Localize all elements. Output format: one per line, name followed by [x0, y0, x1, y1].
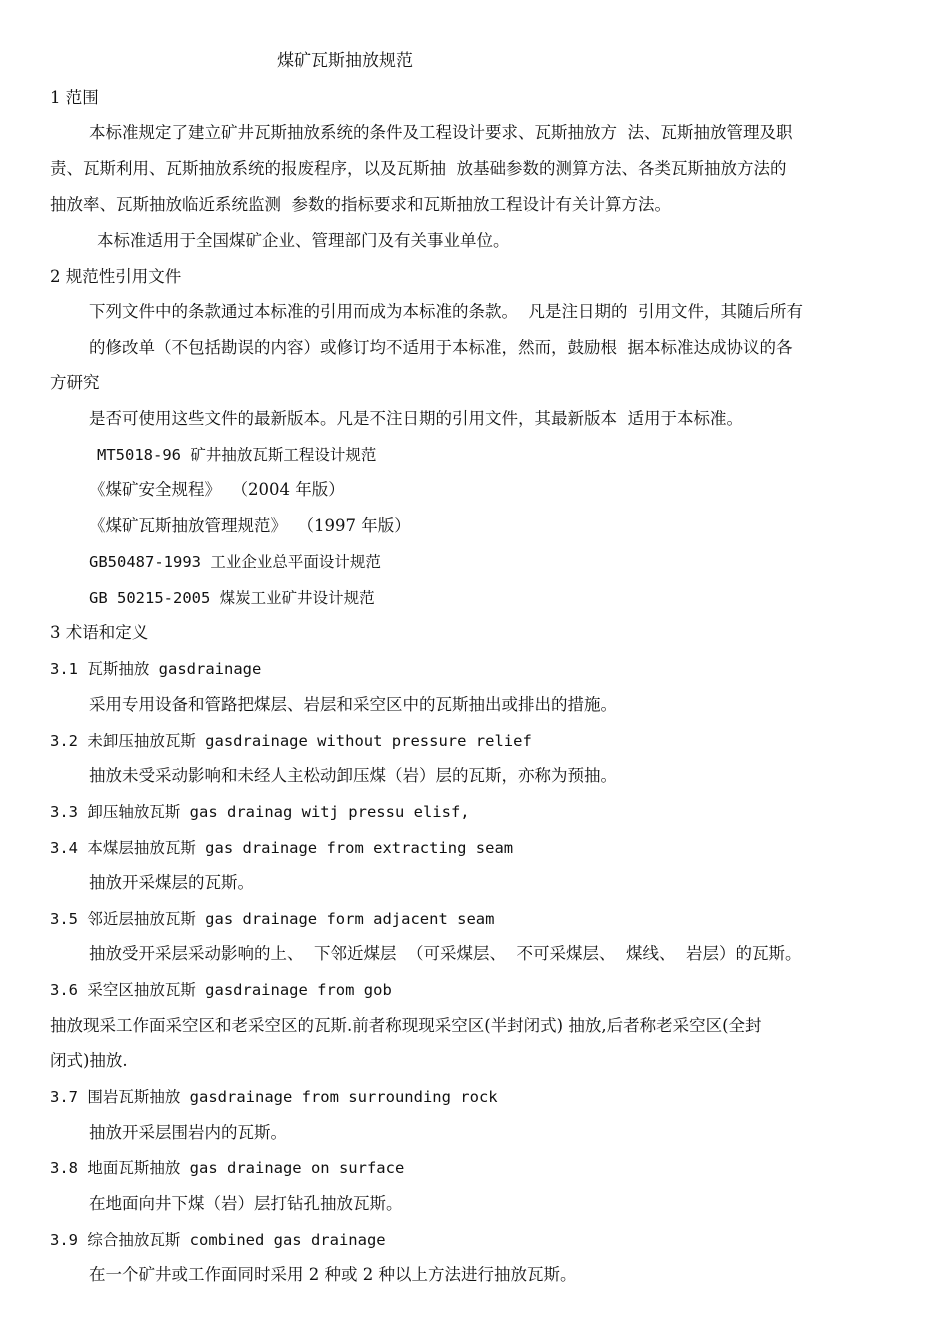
paragraph-line: 的修改单（不包括勘误的内容）或修订均不适用于本标准，然而，鼓励根 据本标准达成协议的各	[89, 338, 793, 357]
term-heading: 3.2 未卸压抽放瓦斯 gasdrainage without pressure relief	[50, 732, 532, 750]
term-heading: 3.6 采空区抽放瓦斯 gasdrainage from gob	[50, 981, 392, 999]
reference-item: MT5018-96 矿井抽放瓦斯工程设计规范	[97, 446, 377, 464]
term-definition: 抽放开采层围岩内的瓦斯。	[89, 1123, 287, 1142]
term-definition: 抽放未受采动影响和未经人主松动卸压煤（岩）层的瓦斯，亦称为预抽。	[89, 766, 617, 785]
reference-item: 《煤矿安全规程》 （2004 年版）	[89, 480, 345, 499]
paragraph-line: 本标准规定了建立矿井瓦斯抽放系统的条件及工程设计要求、瓦斯抽放方 法、瓦斯抽放管理及职	[89, 123, 793, 142]
term-heading: 3.7 围岩瓦斯抽放 gasdrainage from surrounding rock	[50, 1088, 498, 1106]
reference-item: GB50487-1993 工业企业总平面设计规范	[89, 553, 381, 571]
term-heading: 3.5 邻近层抽放瓦斯 gas drainage form adjacent seam	[50, 910, 495, 928]
paragraph-line: 下列文件中的条款通过本标准的引用而成为本标准的条款。 凡是注日期的 引用文件，其随后所有	[89, 302, 803, 321]
paragraph-line: 本标准适用于全国煤矿企业、管理部门及有关事业单位。	[97, 231, 510, 250]
term-definition: 抽放开采煤层的瓦斯。	[89, 873, 254, 892]
term-heading: 3.4 本煤层抽放瓦斯 gas drainage from extracting seam	[50, 839, 514, 857]
term-heading: 3.8 地面瓦斯抽放 gas drainage on surface	[50, 1159, 405, 1177]
term-definition: 在一个矿井或工作面同时采用 2 种或 2 种以上方法进行抽放瓦斯。	[89, 1265, 577, 1284]
term-definition: 采用专用设备和管路把煤层、岩层和采空区中的瓦斯抽出或排出的措施。	[89, 695, 617, 714]
term-definition: 闭式)抽放.	[50, 1051, 128, 1070]
reference-item: 《煤矿瓦斯抽放管理规范》 （1997 年版）	[89, 516, 411, 535]
term-heading: 3.1 瓦斯抽放 gasdrainage	[50, 660, 262, 678]
paragraph-line: 责、瓦斯利用、瓦斯抽放系统的报废程序，以及瓦斯抽 放基础参数的测算方法、各类瓦斯抽放方法的	[50, 159, 787, 178]
section-heading: 3 术语和定义	[50, 623, 149, 642]
term-heading: 3.3 卸压轴放瓦斯 gas drainag witj pressu elisf,	[50, 803, 470, 821]
paragraph-line: 是否可使用这些文件的最新版本。凡是不注日期的引用文件，其最新版本 适用于本标准。	[89, 409, 743, 428]
reference-item: GB 50215-2005 煤炭工业矿井设计规范	[89, 589, 375, 607]
paragraph-line: 方研究	[50, 373, 100, 392]
document-title: 煤矿瓦斯抽放规范	[277, 51, 413, 71]
section-heading: 2 规范性引用文件	[50, 267, 182, 286]
term-definition: 抽放受开采层采动影响的上、 下邻近煤层 （可采煤层、 不可采煤层、 煤线、 岩层）的瓦斯。	[89, 944, 802, 963]
term-definition: 在地面向井下煤（岩）层打钻孔抽放瓦斯。	[89, 1194, 403, 1213]
section-heading: 1 范围	[50, 88, 99, 107]
term-heading: 3.9 综合抽放瓦斯 combined gas drainage	[50, 1231, 386, 1249]
term-definition: 抽放现采工作面采空区和老采空区的瓦斯.前者称现现采空区(半封闭式) 抽放,后者称老采空区(全封	[50, 1016, 762, 1035]
paragraph-line: 抽放率、瓦斯抽放临近系统监测 参数的指标要求和瓦斯抽放工程设计有关计算方法。	[50, 195, 671, 214]
